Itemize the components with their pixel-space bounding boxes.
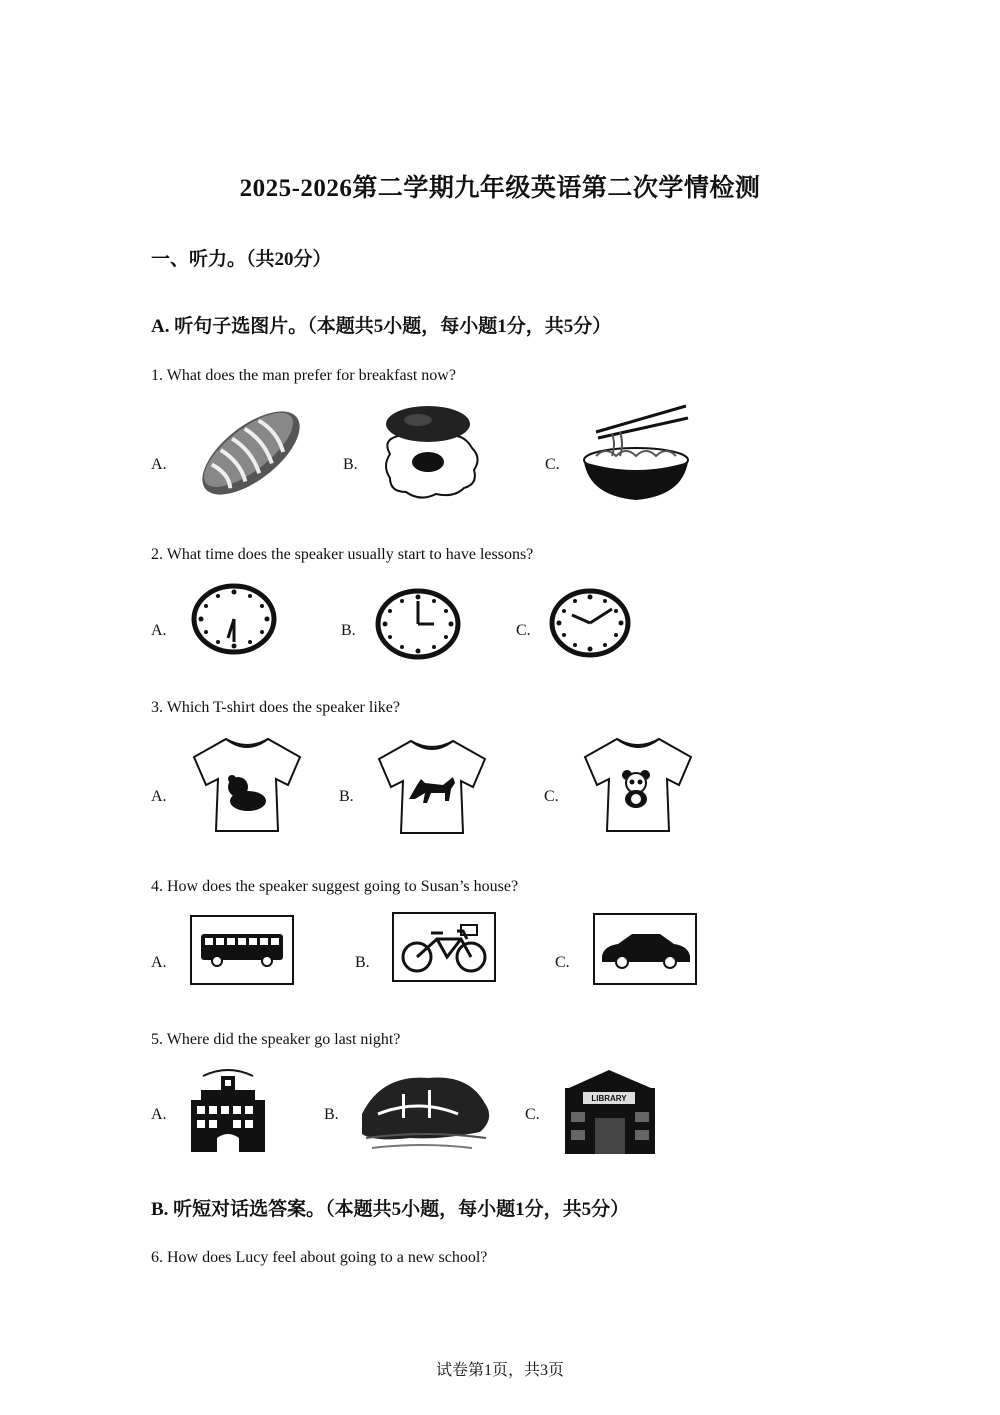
question-4: 4. How does the speaker suggest going to Susan’s house? — [151, 878, 519, 895]
noodles-bowl-icon — [582, 404, 692, 504]
clock-icon — [376, 589, 460, 659]
hospital-icon — [187, 1068, 269, 1154]
option-label: C. — [544, 788, 559, 805]
option-label: A. — [151, 1106, 167, 1123]
library-sign: LIBRARY — [591, 1094, 627, 1103]
library-icon — [559, 1066, 661, 1156]
bus-icon — [189, 914, 295, 986]
tshirt-panda-icon — [583, 735, 693, 835]
option-label: C. — [516, 622, 531, 639]
bread-icon — [195, 402, 307, 504]
option-label: B. — [343, 456, 358, 473]
tshirt-bear-icon — [192, 735, 302, 835]
clock-icon — [550, 589, 630, 657]
option-label: B. — [324, 1106, 339, 1123]
option-label: B. — [339, 788, 354, 805]
fried-egg-icon — [378, 402, 482, 500]
option-label: A. — [151, 954, 167, 971]
option-label: A. — [151, 622, 167, 639]
option-label: C. — [525, 1106, 540, 1123]
page-footer: 试卷第1页，共3页 — [435, 1362, 564, 1379]
bicycle-icon — [391, 911, 497, 983]
question-2: 2. What time does the speaker usually start to have lessons? — [151, 546, 534, 563]
section-a-heading: A. 听句子选图片。（本题共5小题，每小题1分，共5分） — [151, 316, 612, 337]
option-label: C. — [555, 954, 570, 971]
part-heading-listening: 一、听力。（共20分） — [151, 249, 332, 270]
option-label: B. — [341, 622, 356, 639]
question-3: 3. Which T-shirt does the speaker like? — [151, 699, 400, 716]
question-5: 5. Where did the speaker go last night? — [151, 1031, 401, 1048]
section-b-heading: B. 听短对话选答案。（本题共5小题，每小题1分，共5分） — [151, 1199, 630, 1220]
clock-icon — [192, 584, 276, 654]
car-icon — [592, 912, 698, 986]
option-label: A. — [151, 788, 167, 805]
option-label: B. — [355, 954, 370, 971]
park-icon — [358, 1074, 492, 1160]
option-label: C. — [545, 456, 560, 473]
option-label: A. — [151, 456, 167, 473]
exam-title: 2025-2026第二学期九年级英语第二次学情检测 — [239, 175, 761, 202]
tshirt-wolf-icon — [377, 737, 487, 837]
question-6: 6. How does Lucy feel about going to a new school? — [151, 1249, 488, 1266]
question-1: 1. What does the man prefer for breakfast now? — [151, 367, 456, 384]
